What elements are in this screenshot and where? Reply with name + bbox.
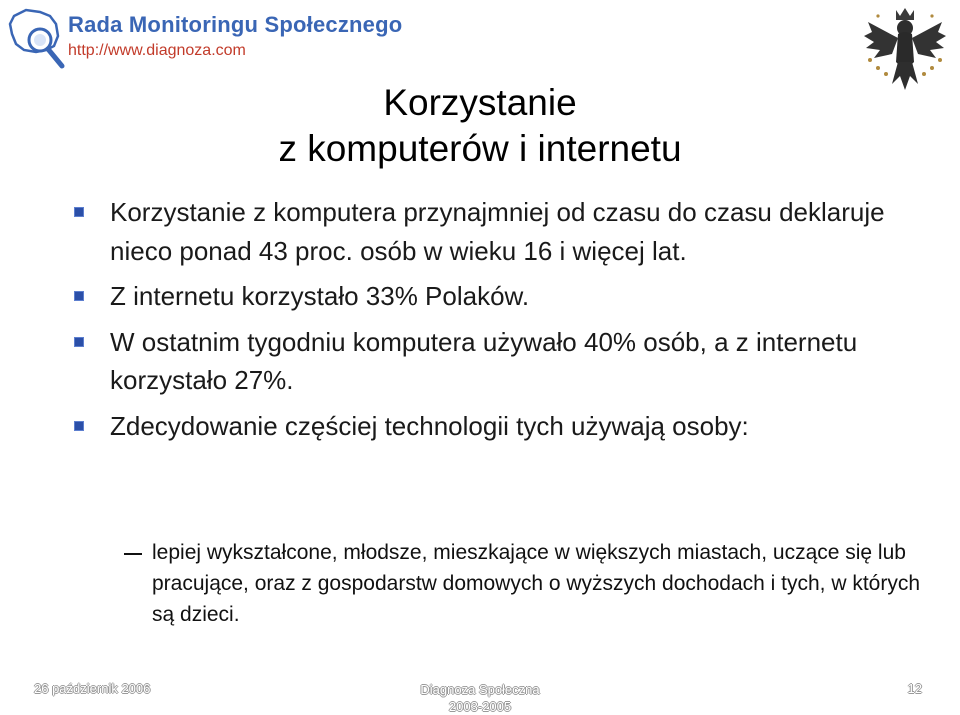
square-bullet-icon [74, 291, 84, 301]
bullet-text: Zdecydowanie częściej technologii tych używają osoby: [110, 410, 749, 441]
dash-bullet-icon [124, 553, 142, 555]
footer-page-number: 12 [907, 681, 922, 696]
sub-bullet-text: lepiej wykształcone, młodsze, mieszkające w większych miastach, uczące się lub pracujące, oraz z gospodarstw domowych o wyższych dochodach i tych, w których są dzieci. [152, 541, 921, 626]
bullet-item [70, 277, 900, 316]
bullet-item [70, 407, 900, 446]
footer-center [0, 681, 960, 715]
bullet-text: Korzystanie z komputera przynajmniej od czasu do czasu deklaruje nieco ponad 43 proc. osób w wieku 16 i więcej lat. [110, 197, 885, 266]
title-line-2: z komputerów i internetu [278, 128, 682, 169]
footer-center-line-1: Diagnoza Społeczna [420, 682, 540, 697]
logo-title: Rada Monitoringu Społecznego [68, 12, 403, 37]
bullet-list [70, 193, 900, 452]
bullet-text: Z internetu korzystało 33% Polaków. [110, 281, 530, 311]
bullet-item [70, 193, 900, 270]
slide-title [0, 80, 960, 172]
poland-map-magnifier-icon [6, 6, 68, 74]
bullet-text: W ostatnim tygodniu komputera używało 40% osób, a z internetu korzystało 27%. [110, 326, 858, 395]
header-logo [6, 6, 403, 78]
sub-bullet [124, 537, 932, 630]
footer-date: 26 październik 2006 [34, 681, 151, 696]
footer-center-line-2: 2003-2005 [448, 699, 512, 714]
square-bullet-icon [74, 337, 84, 347]
square-bullet-icon [74, 207, 84, 217]
logo-url[interactable]: http://www.diagnoza.com [68, 42, 246, 59]
bullet-item [70, 323, 900, 400]
title-line-1: Korzystanie [383, 82, 577, 123]
square-bullet-icon [74, 421, 84, 431]
